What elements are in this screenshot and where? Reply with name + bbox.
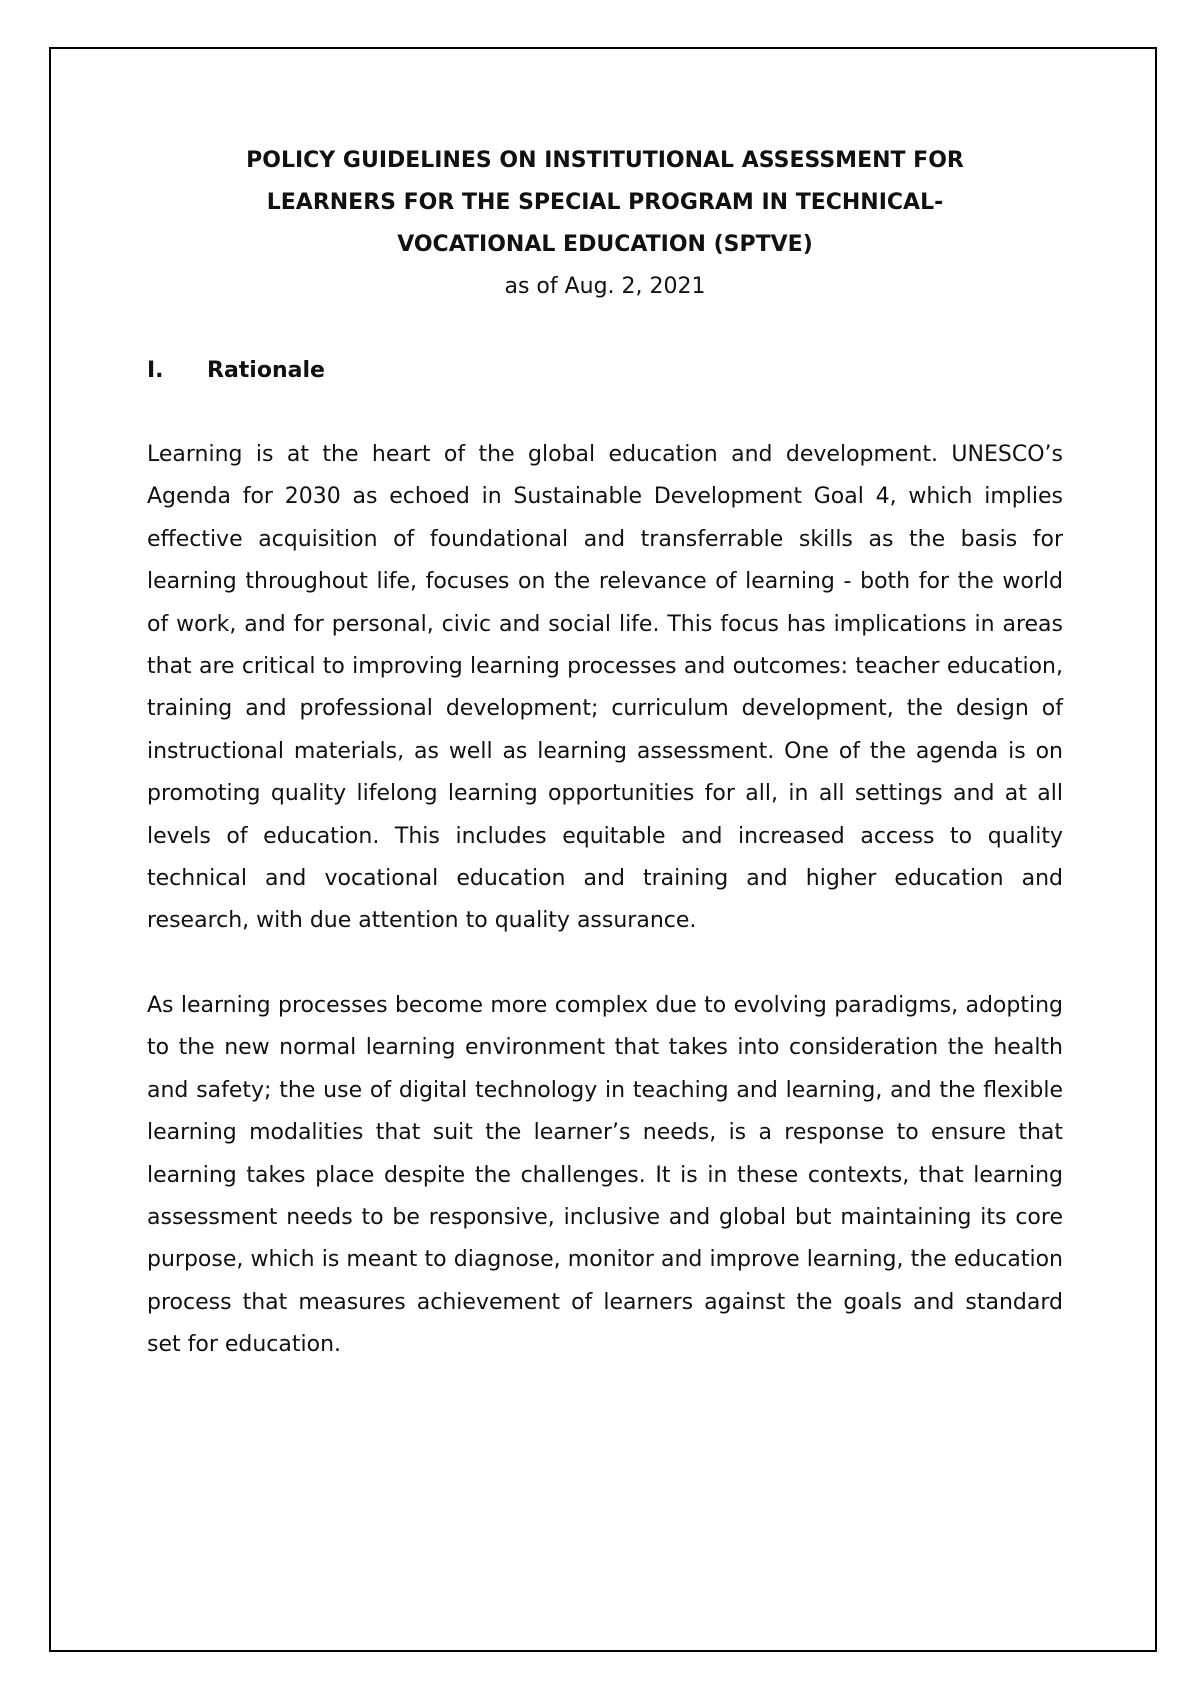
section-heading-rationale [147, 350, 1063, 392]
document-date: as of Aug. 2, 2021 [504, 274, 706, 299]
title-line-1: POLICY GUIDELINES ON INSTITUTIONAL ASSESSMENT FOR [246, 148, 964, 173]
document-title [147, 140, 1063, 266]
title-line-2: LEARNERS FOR THE SPECIAL PROGRAM IN TECHNICAL- [266, 190, 944, 215]
rationale-paragraph-2: As learning processes become more complex due to evolving paradigms, adopting to the new normal learning environment that takes into consideration the health and safety; the use of digital technology in teaching and learning, and the flexible learning modalities that suit the learner’s needs, is a response to ensure that learning takes place despite the challenges. It is in these contexts, that learning assessment needs to be responsive, inclusive and global but maintaining its core purpose, which is meant to diagnose, monitor and improve learning, the education process that measures achievement of learners against the goals and standard set for education. [147, 992, 1063, 1358]
section-number: I. [147, 358, 164, 383]
title-line-3: VOCATIONAL EDUCATION (SPTVE) [397, 232, 813, 257]
document-body [147, 140, 1063, 1367]
section-title: Rationale [207, 358, 325, 383]
rationale-paragraph-1: Learning is at the heart of the global education and development. UNESCO’s Agenda for 2030 as echoed in Sustainable Development Goal 4, which implies effective acquisition of foundational and transferrable skills as the basis for learning throughout life, focuses on the relevance of learning - both for the world of work, and for personal, civic and social life. This focus has implications in areas that are critical to improving learning processes and outcomes: teacher education, training and professional development; curriculum development, the design of instructional materials, as well as learning assessment. One of the agenda is on promoting quality lifelong learning opportunities for all, in all settings and at all levels of education. This includes equitable and increased access to quality technical and vocational education and training and higher education and research, with due attention to quality assurance. [147, 442, 1063, 934]
